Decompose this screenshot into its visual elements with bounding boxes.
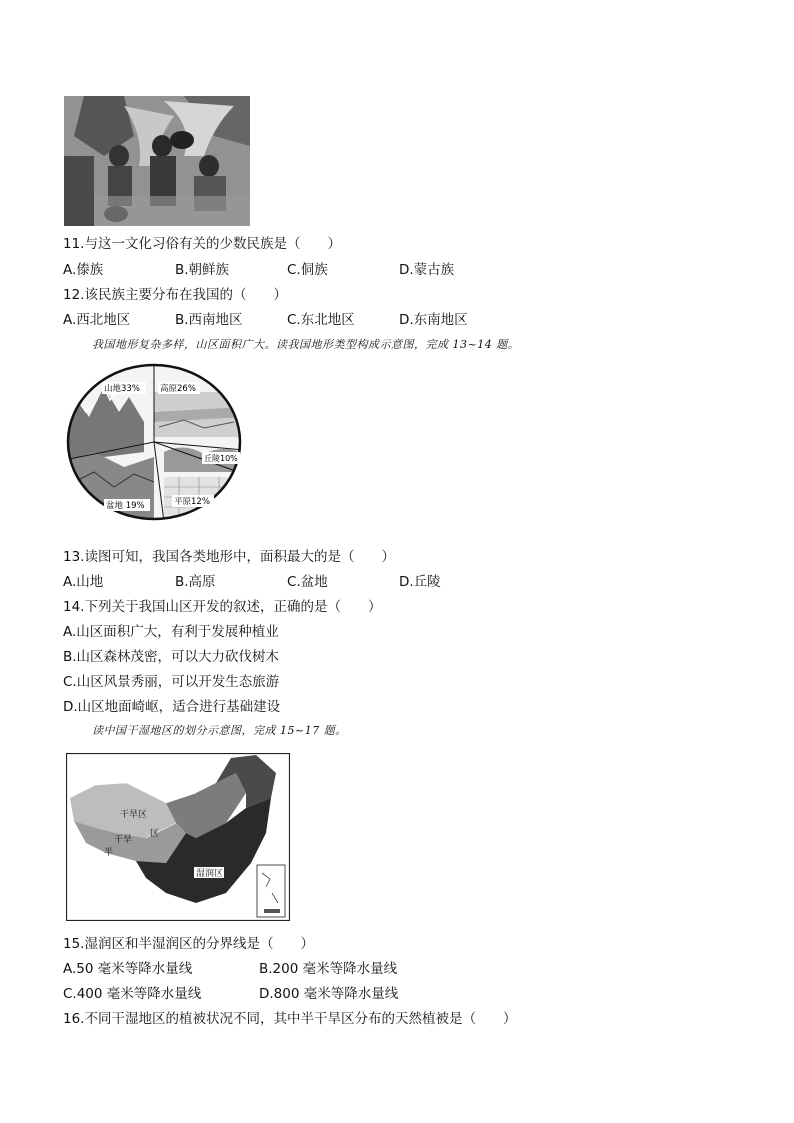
question-14: 14.下列关于我国山区开发的叙述，正确的是（ ） — [63, 599, 382, 615]
option-c[interactable]: C.东北地区 — [287, 312, 355, 328]
label-mountain: 山地33% — [104, 384, 140, 394]
option-a[interactable]: A.傣族 — [63, 262, 104, 278]
option-c[interactable]: C.山区风景秀丽，可以开发生态旅游 — [63, 674, 280, 690]
option-a[interactable]: A.山区面积广大，有利于发展种植业 — [63, 624, 279, 640]
label-humid: 湿润区 — [196, 869, 224, 879]
label-subhumid: 区 — [150, 829, 160, 839]
intro-15-17: 读中国干湿地区的划分示意图，完成 15~17 题。 — [92, 724, 347, 737]
label-semiarid-2: 干旱 — [114, 835, 133, 845]
option-c[interactable]: C.400 毫米等降水量线 — [63, 986, 202, 1002]
question-16: 16.不同干湿地区的植被状况不同，其中半干旱区分布的天然植被是（ ） — [63, 1011, 517, 1027]
intro-13-14: 我国地形复杂多样，山区面积广大。读我国地形类型构成示意图，完成 13~14 题。 — [92, 338, 520, 351]
option-a[interactable]: A.50 毫米等降水量线 — [63, 961, 193, 977]
label-semiarid-1: 半 — [104, 848, 114, 858]
question-13: 13.读图可知，我国各类地形中，面积最大的是（ ） — [63, 549, 395, 565]
option-d[interactable]: D.东南地区 — [399, 312, 468, 328]
option-c[interactable]: C.盆地 — [287, 574, 328, 590]
option-d[interactable]: D.800 毫米等降水量线 — [259, 986, 399, 1002]
label-arid: 干旱区 — [120, 810, 148, 820]
option-d[interactable]: D.蒙古族 — [399, 262, 455, 278]
festival-photo — [64, 96, 250, 226]
label-plain: 平原12% — [174, 497, 210, 507]
option-d[interactable]: D.山区地面崎岖，适合进行基础建设 — [63, 699, 281, 715]
china-dry-wet-map — [66, 753, 290, 921]
label-plateau: 高原26% — [160, 384, 196, 394]
option-b[interactable]: B.高原 — [175, 574, 216, 590]
option-c[interactable]: C.侗族 — [287, 262, 328, 278]
option-b[interactable]: B.朝鲜族 — [175, 262, 230, 278]
option-b[interactable]: B.200 毫米等降水量线 — [259, 961, 398, 977]
label-hill: 丘陵10% — [204, 454, 238, 463]
option-a[interactable]: A.山地 — [63, 574, 104, 590]
terrain-pie-diagram — [64, 362, 244, 522]
question-12: 12.该民族主要分布在我国的（ ） — [63, 287, 287, 303]
question-15: 15.湿润区和半湿润区的分界线是（ ） — [63, 936, 314, 952]
option-a[interactable]: A.西北地区 — [63, 312, 131, 328]
option-b[interactable]: B.山区森林茂密，可以大力砍伐树木 — [63, 649, 280, 665]
option-b[interactable]: B.西南地区 — [175, 312, 243, 328]
option-d[interactable]: D.丘陵 — [399, 574, 441, 590]
label-basin: 盆地 19% — [106, 501, 145, 511]
question-11: 11.与这一文化习俗有关的少数民族是（ ） — [63, 236, 341, 252]
